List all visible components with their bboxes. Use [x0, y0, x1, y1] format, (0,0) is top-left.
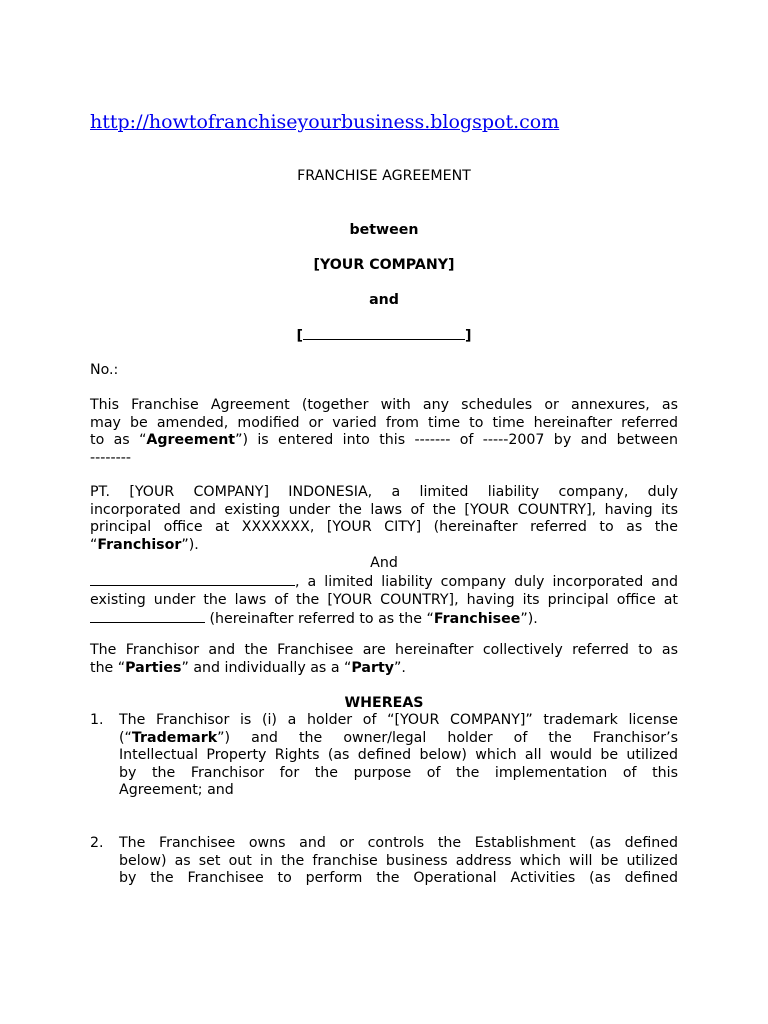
franchisee-paragraph: , a limited liability company duly incorporated and existing under the laws of the [YOUR COUNTRY], having its principal office at (hereinafter referred to as the “Franchisee”).: [90, 574, 678, 627]
franchisee-name-blank: [90, 572, 295, 586]
bracket-open: [: [296, 328, 303, 344]
list-item-body: The Franchisor is (i) a holder of “[YOUR COMPANY]” trademark license (“Trademark”) and the owner/legal holder of the Franchisor’s Intellectual Property Rights (as defined below) which all would be utilized by the Franchisor for the purpose of the implementation of this Agreement; and: [119, 712, 678, 798]
franchisor-paragraph: PT. [YOUR COMPANY] INDONESIA, a limited liability company, duly incorporated and existing under the laws of the [YOUR COUNTRY], having its principal office at XXXXXXX, [YOUR CITY] (hereinafter referred to as the “Franchisor”).: [90, 484, 678, 553]
and-label: and: [369, 292, 399, 308]
parties-paragraph: The Franchisor and the Franchisee are hereinafter collectively referred to as the “Parties” and individually as a “Party”.: [90, 642, 678, 676]
between-label: between: [349, 222, 419, 238]
list-number: 2.: [90, 835, 104, 851]
company-name: [YOUR COMPANY]: [313, 257, 455, 273]
whereas-heading: WHEREAS: [344, 695, 424, 711]
and-connector: And: [370, 555, 398, 571]
bracket-close: ]: [465, 328, 472, 344]
intro-paragraph: This Franchise Agreement (together with any schedules or annexures, as may be amended, modified or varied from time to time hereinafter referred to as “Agreement”) is entered into this ------- of -----2007 by and between --------: [90, 397, 678, 466]
document-title: FRANCHISE AGREEMENT: [297, 168, 471, 184]
list-number: 1.: [90, 712, 104, 728]
list-item-body: The Franchisee owns and or controls the Establishment (as defined below) as set out in the franchise business address which will be utilized by the Franchisee to perform the Operational Activities (as defined: [119, 835, 678, 886]
franchisee-address-blank: [90, 609, 205, 623]
source-link[interactable]: http://howtofranchiseyourbusiness.blogspot.com: [90, 111, 560, 133]
counterparty-placeholder: [90, 326, 678, 345]
counterparty-blank: [303, 326, 465, 340]
number-label: No.:: [90, 362, 119, 378]
